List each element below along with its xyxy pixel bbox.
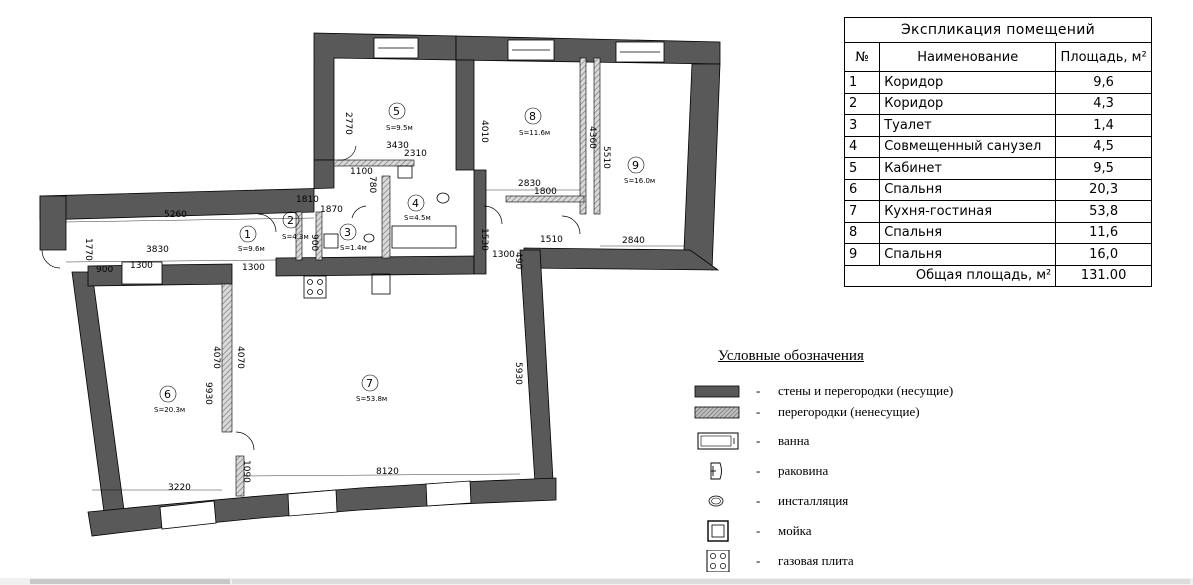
dimension-labels: [83, 112, 645, 493]
dim-label: 5510: [601, 146, 611, 169]
legend-item: [690, 520, 1030, 544]
legend-label: ванна: [778, 433, 810, 448]
row-num: 1: [845, 72, 880, 94]
svg-text:8: 8: [529, 110, 536, 123]
table-row: [845, 115, 1152, 137]
svg-text:6: 6: [164, 388, 171, 401]
header-num: №: [845, 43, 880, 72]
room-label-7: [356, 375, 387, 403]
legend-label: газовая плита: [778, 553, 854, 568]
svg-text:9: 9: [632, 159, 639, 172]
row-area: 9,6: [1056, 72, 1152, 94]
svg-text:3: 3: [344, 226, 351, 239]
dim-label: 4360: [587, 126, 597, 149]
explication-table: [844, 17, 1152, 287]
svg-text:7: 7: [366, 377, 373, 390]
washbasin-icon: [398, 166, 412, 178]
row-name: Кухня-гостиная: [880, 201, 1056, 223]
legend-dash: -: [756, 553, 761, 568]
svg-text:S=9.5м: S=9.5м: [386, 124, 413, 132]
svg-text:S=20.3м: S=20.3м: [154, 406, 186, 414]
legend-label: мойка: [778, 523, 812, 538]
dim-label: 490: [513, 252, 523, 270]
room-label-2: [282, 212, 309, 241]
legend-label: инсталляция: [778, 493, 849, 508]
dim-label: 4010: [479, 120, 489, 143]
legend-item: [690, 550, 1030, 574]
scrollbar-thumb[interactable]: [30, 579, 230, 584]
gas-stove-icon: [304, 276, 326, 298]
legend-title: Условные обозначения: [718, 348, 864, 364]
sink-icon: [694, 520, 740, 542]
table-row: [845, 158, 1152, 180]
room-label-8: [519, 108, 550, 137]
dim-label: 1810: [296, 195, 319, 205]
row-name: Коридор: [880, 93, 1056, 115]
row-num: 6: [845, 179, 880, 201]
total-value: 131.00: [1056, 265, 1152, 287]
installation-icon: [694, 490, 740, 512]
dim-label: 1300: [492, 250, 515, 260]
sink-icon: [372, 274, 390, 294]
header-name: Наименование: [880, 43, 1056, 72]
horizontal-scrollbar[interactable]: [0, 578, 1193, 585]
dim-label: 2310: [404, 149, 427, 159]
svg-text:S=11.6м: S=11.6м: [519, 129, 551, 137]
bathtub-icon: [694, 430, 740, 452]
table-header-row: [845, 43, 1152, 72]
legend-item: [690, 490, 1030, 514]
row-name: Спальня: [880, 222, 1056, 244]
dim-label: 900: [96, 265, 114, 275]
svg-text:S=9.6м: S=9.6м: [238, 245, 265, 253]
table-total-row: [845, 265, 1152, 287]
dim-label: 1300: [130, 261, 153, 271]
table-row: [845, 93, 1152, 115]
dim-label: 1090: [241, 460, 251, 483]
dim-label: 780: [367, 176, 377, 194]
dim-label: 900: [309, 234, 319, 252]
svg-text:S=1.4м: S=1.4м: [340, 244, 367, 252]
room-label-4: [404, 195, 431, 222]
legend-dash: -: [756, 493, 761, 508]
dim-label: 8120: [376, 467, 399, 477]
table-row: [845, 201, 1152, 223]
row-area: 4,5: [1056, 136, 1152, 158]
room-label-6: [154, 386, 185, 414]
dim-label: 4070: [235, 346, 245, 369]
dim-label: 9930: [203, 382, 213, 405]
dim-label: 2770: [343, 112, 353, 135]
svg-text:5: 5: [393, 105, 400, 118]
installation-icon: [437, 193, 449, 203]
svg-text:2: 2: [287, 214, 294, 227]
row-num: 2: [845, 93, 880, 115]
row-name: Кабинет: [880, 158, 1056, 180]
dim-label: 5260: [164, 210, 187, 220]
gas-stove-icon: [694, 550, 740, 572]
scrollbar-track[interactable]: [232, 579, 1190, 584]
room-label-3: [340, 224, 367, 252]
legend-dash: -: [756, 383, 761, 398]
header-area: Площадь, м²: [1056, 43, 1152, 72]
dim-label: 2840: [622, 236, 645, 246]
dim-label: 1530: [479, 228, 489, 251]
table-row: [845, 136, 1152, 158]
table-row: [845, 72, 1152, 94]
legend-item: [690, 401, 1030, 425]
dim-label: 5930: [513, 362, 523, 385]
washbasin-icon: [694, 460, 740, 482]
legend-label: перегородки (ненесущие): [778, 404, 920, 419]
row-area: 11,6: [1056, 222, 1152, 244]
legend-dash: -: [756, 433, 761, 448]
room-label-9: [624, 157, 655, 185]
dimension-lines: [66, 190, 684, 490]
legend-item: [690, 430, 1030, 454]
row-area: 20,3: [1056, 179, 1152, 201]
table-title: Экспликация помещений: [845, 18, 1152, 43]
total-label: Общая площадь, м²: [845, 265, 1056, 287]
dim-label: 1510: [540, 235, 563, 245]
row-area: 4,3: [1056, 93, 1152, 115]
row-name: Спальня: [880, 179, 1056, 201]
table-row: [845, 222, 1152, 244]
table-row: [845, 179, 1152, 201]
dim-label: 1300: [242, 263, 265, 273]
partition-icon: [694, 401, 740, 423]
row-area: 9,5: [1056, 158, 1152, 180]
row-num: 4: [845, 136, 880, 158]
dim-label: 1800: [534, 187, 557, 197]
row-name: Совмещенный санузел: [880, 136, 1056, 158]
row-num: 3: [845, 115, 880, 137]
legend-dash: -: [756, 404, 761, 419]
room-label-5: [386, 103, 413, 132]
washbasin-icon: [324, 234, 338, 248]
svg-text:S=4.3м: S=4.3м: [282, 233, 309, 241]
svg-text:1: 1: [244, 228, 251, 241]
legend-item: [690, 460, 1030, 484]
row-area: 1,4: [1056, 115, 1152, 137]
dim-label: 1870: [320, 205, 343, 215]
dim-label: 4070: [211, 346, 221, 369]
svg-text:S=4.5м: S=4.5м: [404, 214, 431, 222]
legend-dash: -: [756, 523, 761, 538]
row-num: 7: [845, 201, 880, 223]
legend-label: раковина: [778, 463, 829, 478]
row-num: 5: [845, 158, 880, 180]
dim-label: 3220: [168, 483, 191, 493]
row-name: Коридор: [880, 72, 1056, 94]
svg-text:S=16.0м: S=16.0м: [624, 177, 656, 185]
load-bearing-wall-icon: [694, 380, 740, 402]
load-bearing-walls: [40, 33, 720, 536]
bathtub-icon: [392, 226, 456, 248]
legend-dash: -: [756, 463, 761, 478]
room-label-1: [238, 226, 265, 253]
installation-icon: [364, 234, 374, 242]
row-num: 8: [845, 222, 880, 244]
row-name: Туалет: [880, 115, 1056, 137]
dim-label: 3430: [386, 141, 409, 151]
svg-text:S=53.8м: S=53.8м: [356, 395, 388, 403]
svg-text:4: 4: [412, 197, 419, 210]
dim-label: 1100: [350, 167, 373, 177]
row-name: Спальня: [880, 244, 1056, 266]
legend-label: стены и перегородки (несущие): [778, 383, 954, 398]
row-area: 16,0: [1056, 244, 1152, 266]
row-area: 53,8: [1056, 201, 1152, 223]
row-num: 9: [845, 244, 880, 266]
table-row: [845, 244, 1152, 266]
dim-label: 1770: [83, 238, 93, 261]
dim-label: 3830: [146, 245, 169, 255]
dim-label: 2830: [518, 179, 541, 189]
